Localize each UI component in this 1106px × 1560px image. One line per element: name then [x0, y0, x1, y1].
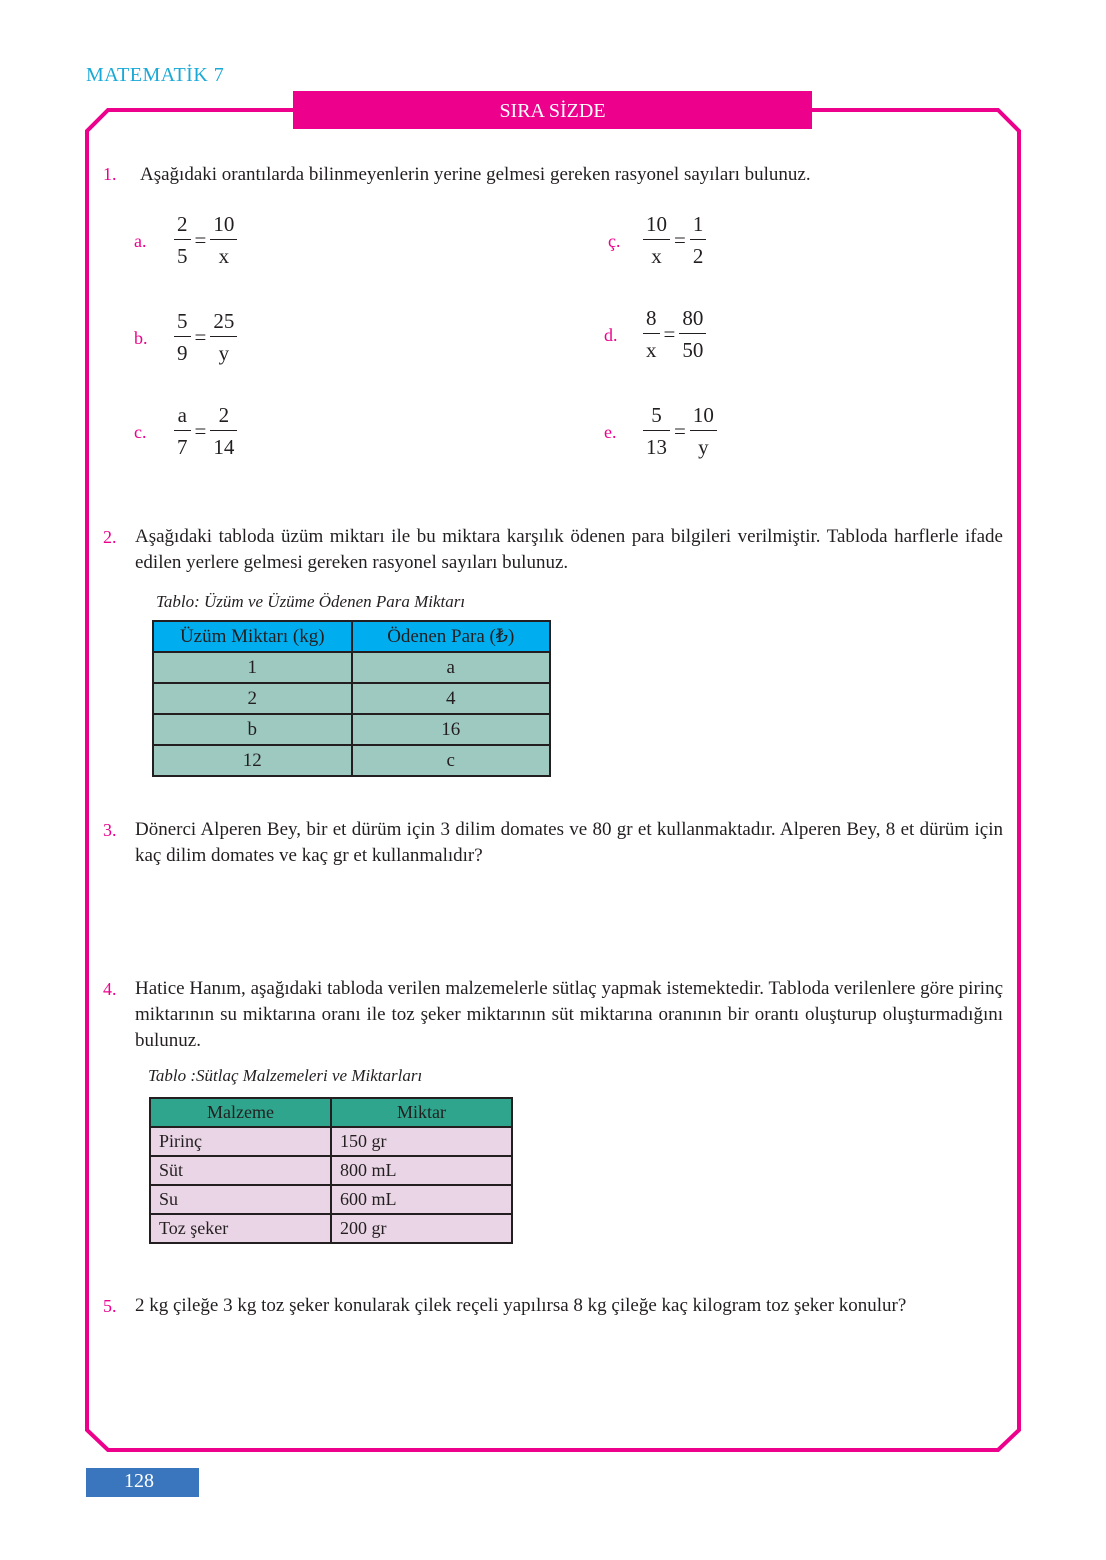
numerator: 10 — [643, 211, 670, 240]
numerator: 10 — [690, 402, 717, 431]
fraction — [174, 308, 191, 366]
table-cell: 2 — [153, 683, 352, 714]
numerator: 25 — [210, 308, 237, 337]
item-cc-label: ç. — [608, 231, 621, 251]
proportion-b — [174, 308, 237, 366]
denominator: 5 — [177, 244, 188, 268]
table-cell: 12 — [153, 745, 352, 776]
fraction — [210, 308, 237, 366]
denominator: y — [218, 341, 230, 365]
fraction — [210, 402, 237, 460]
fraction — [643, 211, 670, 269]
table-header-row — [153, 621, 550, 652]
table-cell: 150 gr — [331, 1127, 512, 1156]
page-number-badge: 128 — [86, 1468, 199, 1497]
table-row — [150, 1185, 512, 1214]
table-cell: Toz şeker — [150, 1214, 331, 1243]
denominator: x — [218, 244, 230, 268]
equals-sign: = — [674, 418, 686, 443]
column-header: Üzüm Miktarı (kg) — [153, 621, 352, 652]
question-4-text: Hatice Hanım, aşağıdaki tabloda verilen malzemelerle sütlaç yapmak istemektedir. Tabloda verilenlere göre pirinç miktarının su miktarına oranı ile toz şeker miktarının süt miktarına oranının bir orantı oluşturup oluşturmadığını bulunuz. — [135, 978, 1003, 1051]
item-c-label: c. — [134, 422, 147, 442]
denominator: 13 — [646, 435, 667, 459]
question-5-text: 2 kg çileğe 3 kg toz şeker konularak çilek reçeli yapılırsa 8 kg çileğe kaç kilogram toz şeker konulur? — [135, 1295, 907, 1316]
table-row — [150, 1156, 512, 1185]
fraction — [174, 402, 191, 460]
table-row — [150, 1127, 512, 1156]
numerator: 2 — [210, 402, 237, 431]
table-cell: 800 mL — [331, 1156, 512, 1185]
table-cell: b — [153, 714, 352, 745]
table-row — [150, 1214, 512, 1243]
fraction — [643, 402, 670, 460]
equals-sign: = — [194, 324, 207, 349]
numerator: 80 — [679, 305, 706, 334]
denominator: y — [698, 435, 709, 459]
table-1-caption: Tablo: Üzüm ve Üzüme Ödenen Para Miktarı — [156, 592, 466, 611]
grape-price-table — [152, 620, 551, 777]
item-b-label: b. — [134, 328, 148, 348]
question-3-number: 3. — [103, 820, 117, 840]
denominator: 7 — [177, 435, 188, 459]
column-header: Malzeme — [150, 1098, 331, 1127]
section-banner: SIRA SİZDE — [293, 91, 812, 129]
equals-sign: = — [194, 227, 207, 252]
column-header: Miktar — [331, 1098, 512, 1127]
question-1-number: 1. — [103, 164, 117, 184]
table-row — [153, 745, 550, 776]
table-row — [153, 683, 550, 714]
table-row — [153, 714, 550, 745]
table-cell: 4 — [352, 683, 551, 714]
question-2-number: 2. — [103, 527, 117, 547]
question-1-text: Aşağıdaki orantılarda bilinmeyenlerin yerine gelmesi gereken rasyonel sayıları bulunuz. — [140, 164, 811, 185]
fraction — [690, 211, 707, 269]
denominator: 9 — [177, 341, 188, 365]
table-cell: Pirinç — [150, 1127, 331, 1156]
numerator: 5 — [174, 308, 191, 337]
fraction — [679, 305, 706, 363]
item-a-label: a. — [134, 231, 147, 251]
fraction — [210, 211, 237, 269]
denominator: 2 — [692, 244, 704, 268]
item-d-label: d. — [604, 325, 618, 345]
numerator: 1 — [690, 211, 707, 240]
numerator: 8 — [643, 305, 660, 334]
denominator: 50 — [682, 338, 704, 362]
table-cell: 200 gr — [331, 1214, 512, 1243]
table-row — [153, 652, 550, 683]
table-2-caption: Tablo :Sütlaç Malzemeleri ve Miktarları — [148, 1066, 423, 1085]
question-5-number: 5. — [103, 1296, 117, 1316]
table-cell: Su — [150, 1185, 331, 1214]
proportion-cc — [643, 211, 706, 269]
proportion-a — [174, 211, 237, 269]
equals-sign: = — [663, 321, 676, 346]
denominator: 14 — [213, 435, 235, 459]
numerator: 5 — [643, 402, 670, 431]
fraction — [643, 305, 660, 363]
book-title: MATEMATİK 7 — [86, 64, 225, 86]
table-cell: 16 — [352, 714, 551, 745]
denominator: x — [651, 244, 662, 268]
question-2-text: Aşağıdaki tabloda üzüm miktarı ile bu miktara karşılık ödenen para bilgileri verilmiştir. Tabloda harflerle ifade edilen yerlere gelmesi gereken rasyonel sayıları bulunuz. — [135, 526, 1003, 573]
numerator: 10 — [210, 211, 237, 240]
column-header: Ödenen Para (₺) — [352, 621, 551, 652]
denominator: x — [646, 338, 657, 362]
numerator: a — [174, 402, 191, 431]
equals-sign: = — [194, 418, 207, 443]
table-cell: Süt — [150, 1156, 331, 1185]
fraction — [690, 402, 717, 460]
table-cell: c — [352, 745, 551, 776]
numerator: 2 — [174, 211, 191, 240]
fraction — [174, 211, 191, 269]
proportion-d — [643, 305, 706, 363]
proportion-e — [643, 402, 717, 460]
table-header-row — [150, 1098, 512, 1127]
item-e-label: e. — [604, 422, 617, 442]
table-cell: 600 mL — [331, 1185, 512, 1214]
question-3-text: Dönerci Alperen Bey, bir et dürüm için 3 dilim domates ve 80 gr et kullanmaktadır. Alperen Bey, 8 et dürüm için kaç dilim domates ve kaç gr et kullanmalıdır? — [135, 819, 1003, 866]
table-cell: 1 — [153, 652, 352, 683]
proportion-c — [174, 402, 237, 460]
equals-sign: = — [674, 227, 686, 252]
question-4-number: 4. — [103, 979, 117, 999]
sutlac-ingredients-table — [149, 1097, 513, 1244]
table-cell: a — [352, 652, 551, 683]
